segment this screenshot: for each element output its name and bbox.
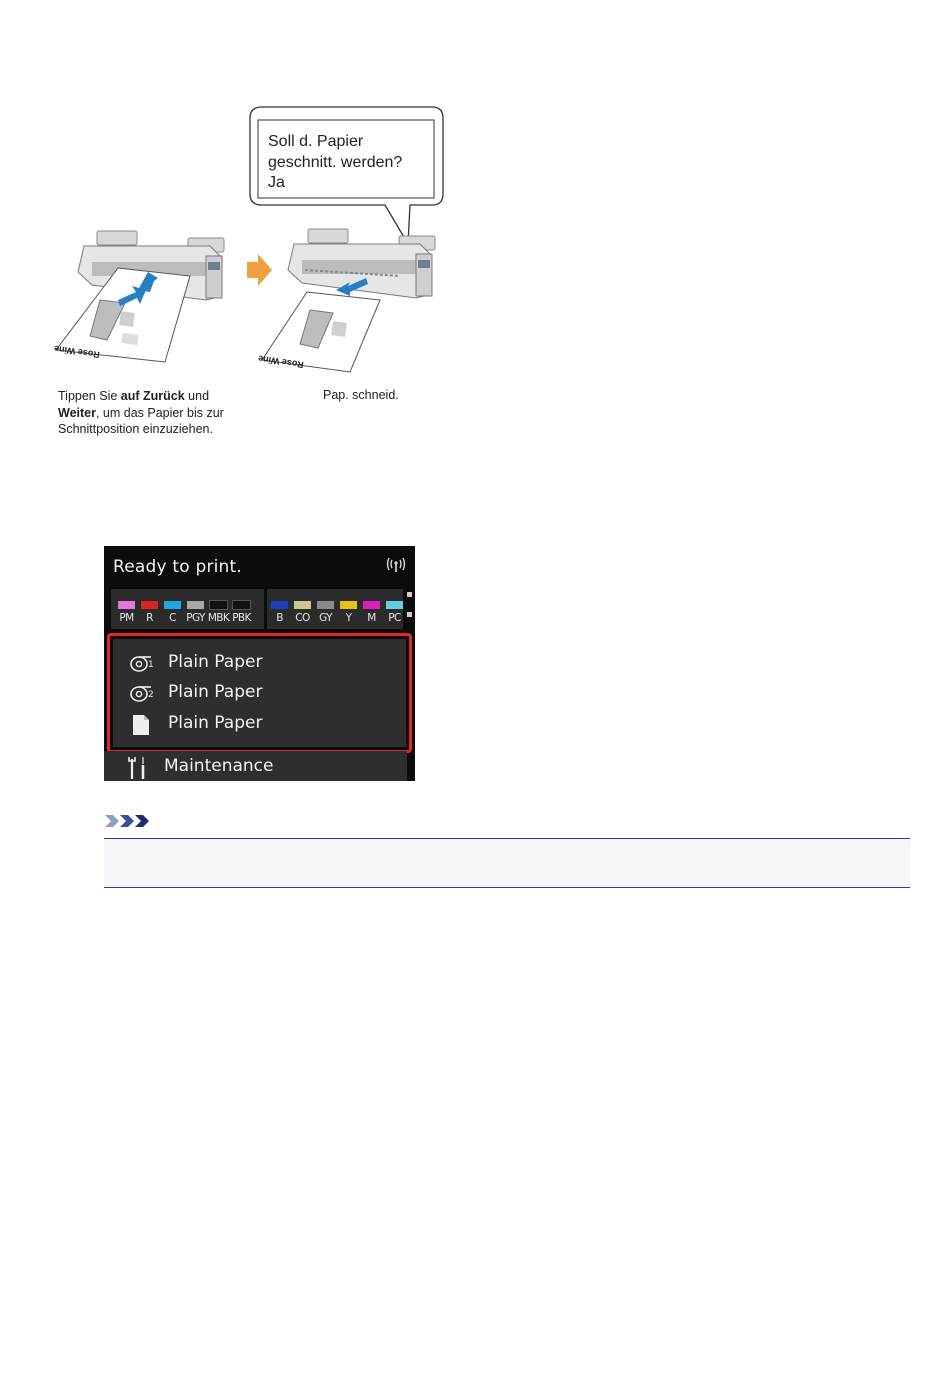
ink-swatch [340,601,357,609]
ink-swatch [141,601,158,609]
maintenance-tools-icon [126,755,150,781]
caption-cut-paper: Pap. schneid. [323,388,399,402]
media-list [113,639,406,747]
media-row-roll-2[interactable] [113,679,406,709]
caption-feed-instruction: Tippen Sie auf Zurück und Weiter, um das Papier bis zur Schnittposition einzuziehen. [58,389,224,436]
ink-swatch [386,601,403,609]
svg-text:1: 1 [148,660,154,670]
bubble-line-2: geschnitt. werden? [268,153,403,171]
bubble-line-3: Ja [268,174,285,191]
ink-divider [264,589,267,629]
ink-group-right [268,589,406,629]
ink-y: Y [337,589,360,629]
media-type-roll-1: Plain Paper [168,652,263,672]
roll-2-icon [129,683,155,705]
media-type-cut-sheet: Plain Paper [168,713,263,733]
ink-pm: PM [115,589,138,629]
ink-pc: PC [383,589,406,629]
maintenance-menu-item[interactable] [104,751,407,781]
ink-swatch [118,601,135,609]
ink-swatch [294,601,311,609]
maintenance-label: Maintenance [164,756,274,776]
ink-c: C [161,589,184,629]
note-icon [104,812,152,830]
svg-text:Rose Wine: Rose Wine [53,343,101,360]
bubble-line-1: Soll d. Papier [268,133,364,150]
media-row-cut-sheet[interactable] [113,710,406,740]
wifi-signal-icon[interactable] [385,555,407,573]
media-info-highlight[interactable] [107,633,412,753]
ink-pbk: PBK [230,589,253,629]
ink-swatch [164,601,181,609]
media-type-roll-2: Plain Paper [168,682,263,702]
printer-right [257,229,435,372]
page-indicator [407,592,413,632]
ink-swatch [210,601,227,609]
printer-control-panel-screen [104,546,415,781]
ink-gy: GY [314,589,337,629]
status-text: Ready to print. [113,557,242,577]
ink-mbk: MBK [207,589,230,629]
roll-1-icon [129,653,155,675]
ink-swatch [187,601,204,609]
ink-m: M [360,589,383,629]
ink-levels-bar[interactable] [111,589,403,629]
ink-b: B [268,589,291,629]
page-dot [407,612,412,617]
page-dot [407,592,412,597]
media-row-roll-1[interactable] [113,649,406,679]
ink-group-left [115,589,253,629]
svg-text:Rose Wine: Rose Wine [257,353,305,370]
cut-sheet-icon [129,714,155,736]
svg-text:2: 2 [148,690,154,700]
ink-co: CO [291,589,314,629]
ink-swatch [363,601,380,609]
ink-swatch [233,601,250,609]
note-box [104,838,910,888]
ink-r: R [138,589,161,629]
ink-swatch [317,601,334,609]
confirm-cut-bubble [268,132,438,194]
printer-left [53,231,224,362]
ink-pgy: PGY [184,589,207,629]
next-step-arrow [247,254,272,286]
ink-swatch [271,601,288,609]
